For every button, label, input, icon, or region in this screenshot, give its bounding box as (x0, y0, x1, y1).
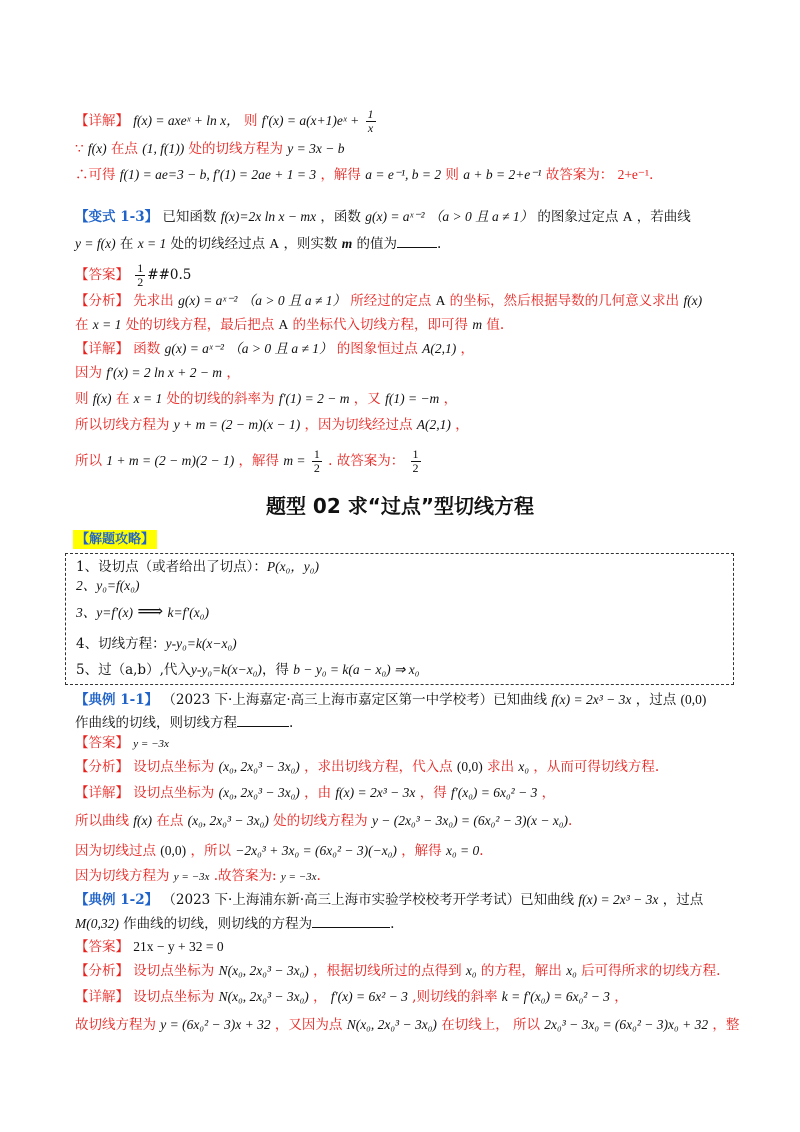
text-span: 设切点坐标为 (133, 785, 215, 801)
example-2-detail-1 (75, 987, 740, 1007)
text-span: ，根据切线所过的点得到 (313, 963, 462, 979)
text-span: f(x) = 2x³ − 3x (335, 785, 416, 800)
text-span: . (316, 868, 321, 884)
text-span: 的值为 (356, 236, 398, 252)
text-span: f(x) (87, 141, 107, 156)
text-span: (x₀, 2x₀³ − 3x₀) (218, 785, 300, 800)
text-span: A (269, 236, 280, 251)
text-span: a = e⁻¹, b = 2 (365, 167, 442, 182)
text-span: 2x₀³ − 3x₀ = (6x₀² − 3)x₀ + 32 (544, 1017, 709, 1032)
text-span: ,则切线的斜率 (412, 989, 498, 1005)
text-span: （a > 0 且 a ≠ 1） (228, 341, 333, 356)
text-span: 所以曲线 (75, 813, 129, 829)
text-span: ， (313, 989, 327, 1005)
text-span: y = 3x − b (287, 141, 345, 156)
text-span: x₀ (566, 963, 577, 978)
text-span: ，因为切线经过点 (304, 417, 413, 433)
text-span: ，整 (712, 1017, 740, 1033)
text-span: k = f′(x₀) = 6x₀² − 3 (501, 989, 610, 1004)
text-span: (x₀, 2x₀³ − 3x₀) (187, 813, 269, 828)
fraction (312, 448, 322, 475)
text-span: g(x) = aˣ⁻² (164, 341, 224, 356)
analysis-tag: 【分析】 (75, 963, 129, 979)
answer-tag: 【答案】 (75, 735, 129, 751)
analysis-line-2 (75, 315, 740, 335)
text-span: f(x) (683, 293, 703, 308)
text-span: 处的切线的斜率为 (166, 391, 275, 407)
text-span: f(x) (92, 391, 112, 406)
text-span: f′(1) = 2 − m (278, 391, 350, 406)
text-span: . (479, 843, 484, 859)
example-1-detail-4 (75, 866, 740, 887)
answer-blank (397, 235, 437, 248)
text-span: 21x − y + 32 = 0 (133, 939, 224, 954)
text-span: ，得 (261, 662, 289, 678)
text-span: f(1) = ae=3 − b, f′(1) = 2ae + 1 = 3 (119, 167, 317, 182)
text-span: ，所以 (190, 843, 231, 859)
text-span: . (568, 813, 573, 829)
text-span: 在切线上， (441, 1017, 509, 1033)
text-span: ，解得 (238, 453, 280, 469)
text-span: A(2,1) (416, 417, 451, 432)
text-span: f(x)=2x ln x − mx (220, 209, 317, 224)
text-span: （2023 下·上海嘉定·高三上海市嘉定区第一中学校考）已知曲线 (162, 692, 548, 708)
strategy-box (65, 553, 734, 685)
text-span: x = 1 (133, 391, 163, 406)
text-span: ，从而可得切线方程. (533, 759, 660, 775)
text-span: 1 (313, 447, 320, 461)
text-span: ，又因为点 (274, 1017, 343, 1033)
text-span: 在 (115, 391, 130, 407)
text-span: N(x₀, 2x₀³ − 3x₀) (218, 963, 309, 978)
text-span: y = (6x₀² − 3)x + 32 (160, 1017, 271, 1032)
text-span: (x₀, 2x₀³ − 3x₀) (218, 759, 300, 774)
text-span: y = −3x (173, 871, 210, 883)
text-span: (0,0) (456, 759, 483, 774)
text-span: y = −3x (133, 738, 169, 750)
answer-line (75, 262, 740, 289)
example-2-question-2 (75, 914, 740, 934)
text-span: 处的切线方程，最后把点 (125, 317, 275, 333)
text-span: 因为切线方程为 (75, 868, 170, 884)
example-tag: 【典例 1-2】 (75, 892, 159, 908)
text-span: f(x) = 2x³ − 3x (578, 892, 659, 907)
text-span: A (278, 317, 289, 332)
example-1-detail-3 (75, 841, 740, 861)
text-span: x = 1 (92, 317, 122, 332)
text-span: f(x) = axeˣ + ln x， (133, 113, 240, 128)
strategy-tag: 【解题攻略】 (73, 530, 157, 549)
fraction (135, 262, 145, 289)
text-span: A (435, 293, 446, 308)
text-span: 故切线方程为 (75, 1017, 156, 1033)
example-1-detail-1 (75, 783, 740, 803)
text-span: 5、过（a,b）,代入 (76, 662, 191, 678)
text-span: 求出 (487, 759, 515, 775)
detail-line-5 (75, 363, 740, 383)
text-span: M(0,32) (75, 916, 119, 931)
text-span: ，过点 (635, 692, 677, 708)
text-span: ， (443, 391, 458, 407)
text-span: f′(x) = a(x+1)eˣ + (261, 113, 360, 128)
text-span: P(x₀，y₀) (266, 559, 319, 574)
text-span: m = (283, 453, 306, 468)
text-span: g(x) = aˣ⁻² (365, 209, 425, 224)
text-span: 在 (75, 317, 89, 333)
text-span: ， (226, 365, 240, 381)
example-2-analysis (75, 961, 740, 981)
text-span: 2、y₀=f(x₀) (76, 578, 140, 593)
text-span: f(x) (133, 813, 153, 828)
implies-arrow-icon: ⟹ (137, 601, 164, 622)
detail-line-3 (75, 165, 740, 185)
strategy-step-1 (76, 557, 723, 577)
text-span: 1、设切点（或者给出了切点）： (76, 559, 267, 575)
text-span: ，解得 (401, 843, 442, 859)
detail-tag: 【详解】 (75, 989, 129, 1005)
text-span: （2023 下·上海浦东新·高三上海市实验学校校考开学考试）已知曲线 (162, 892, 575, 908)
text-span: ∴可得 (75, 167, 116, 183)
analysis-tag: 【分析】 (75, 759, 129, 775)
detail-line-7 (75, 415, 740, 435)
text-span: ，又 (353, 391, 381, 407)
text-span: 作曲线的切线，则切线的方程为 (123, 916, 313, 932)
text-span: 则 (243, 113, 258, 129)
text-span: (0,0) (160, 843, 187, 858)
text-span: k=f′(x₀) (167, 605, 209, 620)
question-line-2 (75, 234, 740, 254)
strategy-step-4 (76, 634, 723, 654)
analysis-line-1 (75, 291, 740, 311)
text-span: （a > 0 且 a ≠ 1） (241, 293, 346, 308)
text-span: 的图象过定点 (537, 209, 619, 225)
text-span: （a > 0 且 a ≠ 1） (428, 209, 534, 224)
fraction (366, 108, 376, 135)
text-span: 4、切线方程： (76, 636, 166, 652)
text-span: g(x) = aˣ⁻² (178, 293, 238, 308)
text-span: x₀ (465, 963, 477, 978)
text-span: 2 (137, 275, 144, 289)
text-span: 2+e⁻¹． (617, 167, 663, 182)
text-span: ##0.5 (147, 267, 192, 283)
text-span: 1 (412, 447, 419, 461)
text-span: 设切点坐标为 (133, 989, 215, 1005)
text-span: y-y₀=k(x−x₀) (165, 636, 237, 651)
text-span: y = −3x (280, 871, 317, 883)
section-title: 题型 02 求“过点”型切线方程 (265, 494, 535, 518)
text-span: f(x) = 2x³ − 3x (551, 692, 632, 707)
text-span: (1, f(1)) (142, 141, 185, 156)
text-span: y-y₀=k(x−x₀) (190, 662, 262, 677)
strategy-step-2 (76, 576, 723, 596)
text-span: 所以切线方程为 (75, 417, 170, 433)
text-span: f′(x) = 6x² − 3 (330, 989, 408, 1004)
text-span: . (390, 916, 395, 932)
text-span: m (341, 236, 353, 251)
text-span: x₀ (518, 759, 530, 774)
fraction (411, 448, 421, 475)
strategy-step-3 (76, 602, 723, 623)
text-span: 因为切线过点 (75, 843, 156, 859)
text-span: x (367, 121, 374, 135)
text-span: 故答案为： (545, 167, 614, 183)
answer-blank (237, 714, 289, 727)
text-span: 设切点坐标为 (133, 963, 215, 979)
text-span: 后可得所求的切线方程. (581, 963, 721, 979)
detail-tag: 【详解】 (75, 785, 129, 801)
text-span: ，解得 (320, 167, 361, 183)
detail-tag: 【详解】 (75, 341, 129, 357)
text-span: 则 (75, 391, 89, 407)
detail-line-6 (75, 389, 740, 409)
text-span: 值. (486, 317, 505, 333)
text-span: ， (614, 989, 628, 1005)
text-span: 处的切线经过点 (170, 236, 266, 252)
variant-tag: 【变式 1-3】 (75, 209, 159, 225)
detail-line-1 (75, 108, 740, 135)
answer-tag: 【答案】 (75, 267, 129, 283)
text-span: 2 (313, 461, 320, 475)
text-span: m (472, 317, 483, 332)
text-span: 已知函数 (162, 209, 217, 225)
example-1-answer (75, 733, 740, 754)
text-span: ∵ (75, 141, 84, 157)
text-span: A(2,1) (422, 341, 457, 356)
text-span: y − (2x₀³ − 3x₀) = (6x₀² − 3)(x − x₀) (371, 813, 569, 828)
text-span: 的方程，解出 (480, 963, 562, 979)
text-span: −2x₀³ + 3x₀ = (6x₀² − 3)(−x₀) (235, 843, 397, 858)
text-span: f′(x) = 2 ln x + 2 − m (106, 365, 223, 380)
text-span: ， (541, 785, 556, 801)
text-span: 因为 (75, 365, 102, 381)
example-1-question-1 (75, 690, 740, 710)
text-span: 函数 (133, 341, 161, 357)
answer-tag: 【答案】 (75, 939, 129, 955)
text-span: ，过点 (662, 892, 704, 908)
text-span: 先求出 (133, 293, 174, 309)
text-span: N(x₀, 2x₀³ − 3x₀) (346, 1017, 437, 1032)
example-2-detail-2 (75, 1015, 740, 1035)
example-2-answer (75, 937, 740, 957)
text-span: . 故答案为： (328, 453, 405, 469)
analysis-tag: 【分析】 (75, 293, 129, 309)
text-span: y + m = (2 − m)(x − 1) (173, 417, 301, 432)
text-span: A (622, 209, 633, 224)
text-span: ，若曲线 (636, 209, 691, 225)
text-span: 的坐标，然后根据导数的几何意义求出 (449, 293, 680, 309)
text-span: ，函数 (320, 209, 361, 225)
example-tag: 【典例 1-1】 (75, 692, 159, 708)
detail-tag: 【详解】 (75, 113, 129, 129)
text-span: 设切点坐标为 (133, 759, 215, 775)
text-span: (0,0) (680, 692, 707, 707)
example-2-question-1 (75, 890, 740, 910)
text-span: 的坐标代入切线方程，即可得 (292, 317, 469, 333)
text-span: ，由 (304, 785, 332, 801)
detail-line-4 (75, 339, 740, 359)
text-span: .故答案为: (213, 868, 277, 884)
text-span: 所经过的定点 (350, 293, 432, 309)
example-1-question-2 (75, 713, 740, 733)
strategy-step-5 (76, 660, 723, 680)
text-span: 3、y=f′(x) (76, 605, 134, 620)
text-span: 在 (119, 236, 134, 252)
text-span: y = f(x) (75, 236, 116, 251)
text-span: f(1) = −m (385, 391, 440, 406)
text-span: 则 (445, 167, 459, 183)
text-span: 所以 (75, 453, 102, 469)
example-1-analysis (75, 757, 740, 777)
text-span: 2 (412, 461, 419, 475)
text-span: ，求出切线方程，代入点 (304, 759, 453, 775)
example-1-detail-2 (75, 811, 740, 831)
text-span: f′(x₀) = 6x₀² − 3 (451, 785, 538, 800)
text-span: 处的切线方程为 (273, 813, 368, 829)
text-span: 处的切线方程为 (188, 141, 283, 157)
text-span: x₀ = 0 (445, 843, 480, 858)
text-span: . (437, 236, 442, 252)
detail-line-2 (75, 139, 740, 159)
text-span: x = 1 (137, 236, 167, 251)
text-span: b − y₀ = k(a − x₀) ⇒ x₀ (293, 662, 420, 677)
text-span: ， (455, 417, 469, 433)
text-span: 所以 (513, 1017, 540, 1033)
text-span: a + b = 2+e⁻¹ (463, 167, 542, 182)
detail-line-8 (75, 448, 740, 475)
text-span: ， (460, 341, 475, 357)
question-line-1 (75, 207, 740, 227)
text-span: 1 (137, 261, 144, 275)
text-span: N(x₀, 2x₀³ − 3x₀) (218, 989, 309, 1004)
text-span: 在点 (156, 813, 184, 829)
answer-blank (312, 915, 390, 928)
text-span: 的图象恒过点 (336, 341, 418, 357)
text-span: 1 + m = (2 − m)(2 − 1) (106, 453, 235, 468)
text-span: ，则实数 (283, 236, 338, 252)
text-span: . (289, 715, 294, 731)
text-span: ，得 (419, 785, 447, 801)
text-span: 在点 (110, 141, 138, 157)
text-span: 1 (367, 107, 374, 121)
text-span: 作曲线的切线，则切线方程 (75, 715, 237, 731)
